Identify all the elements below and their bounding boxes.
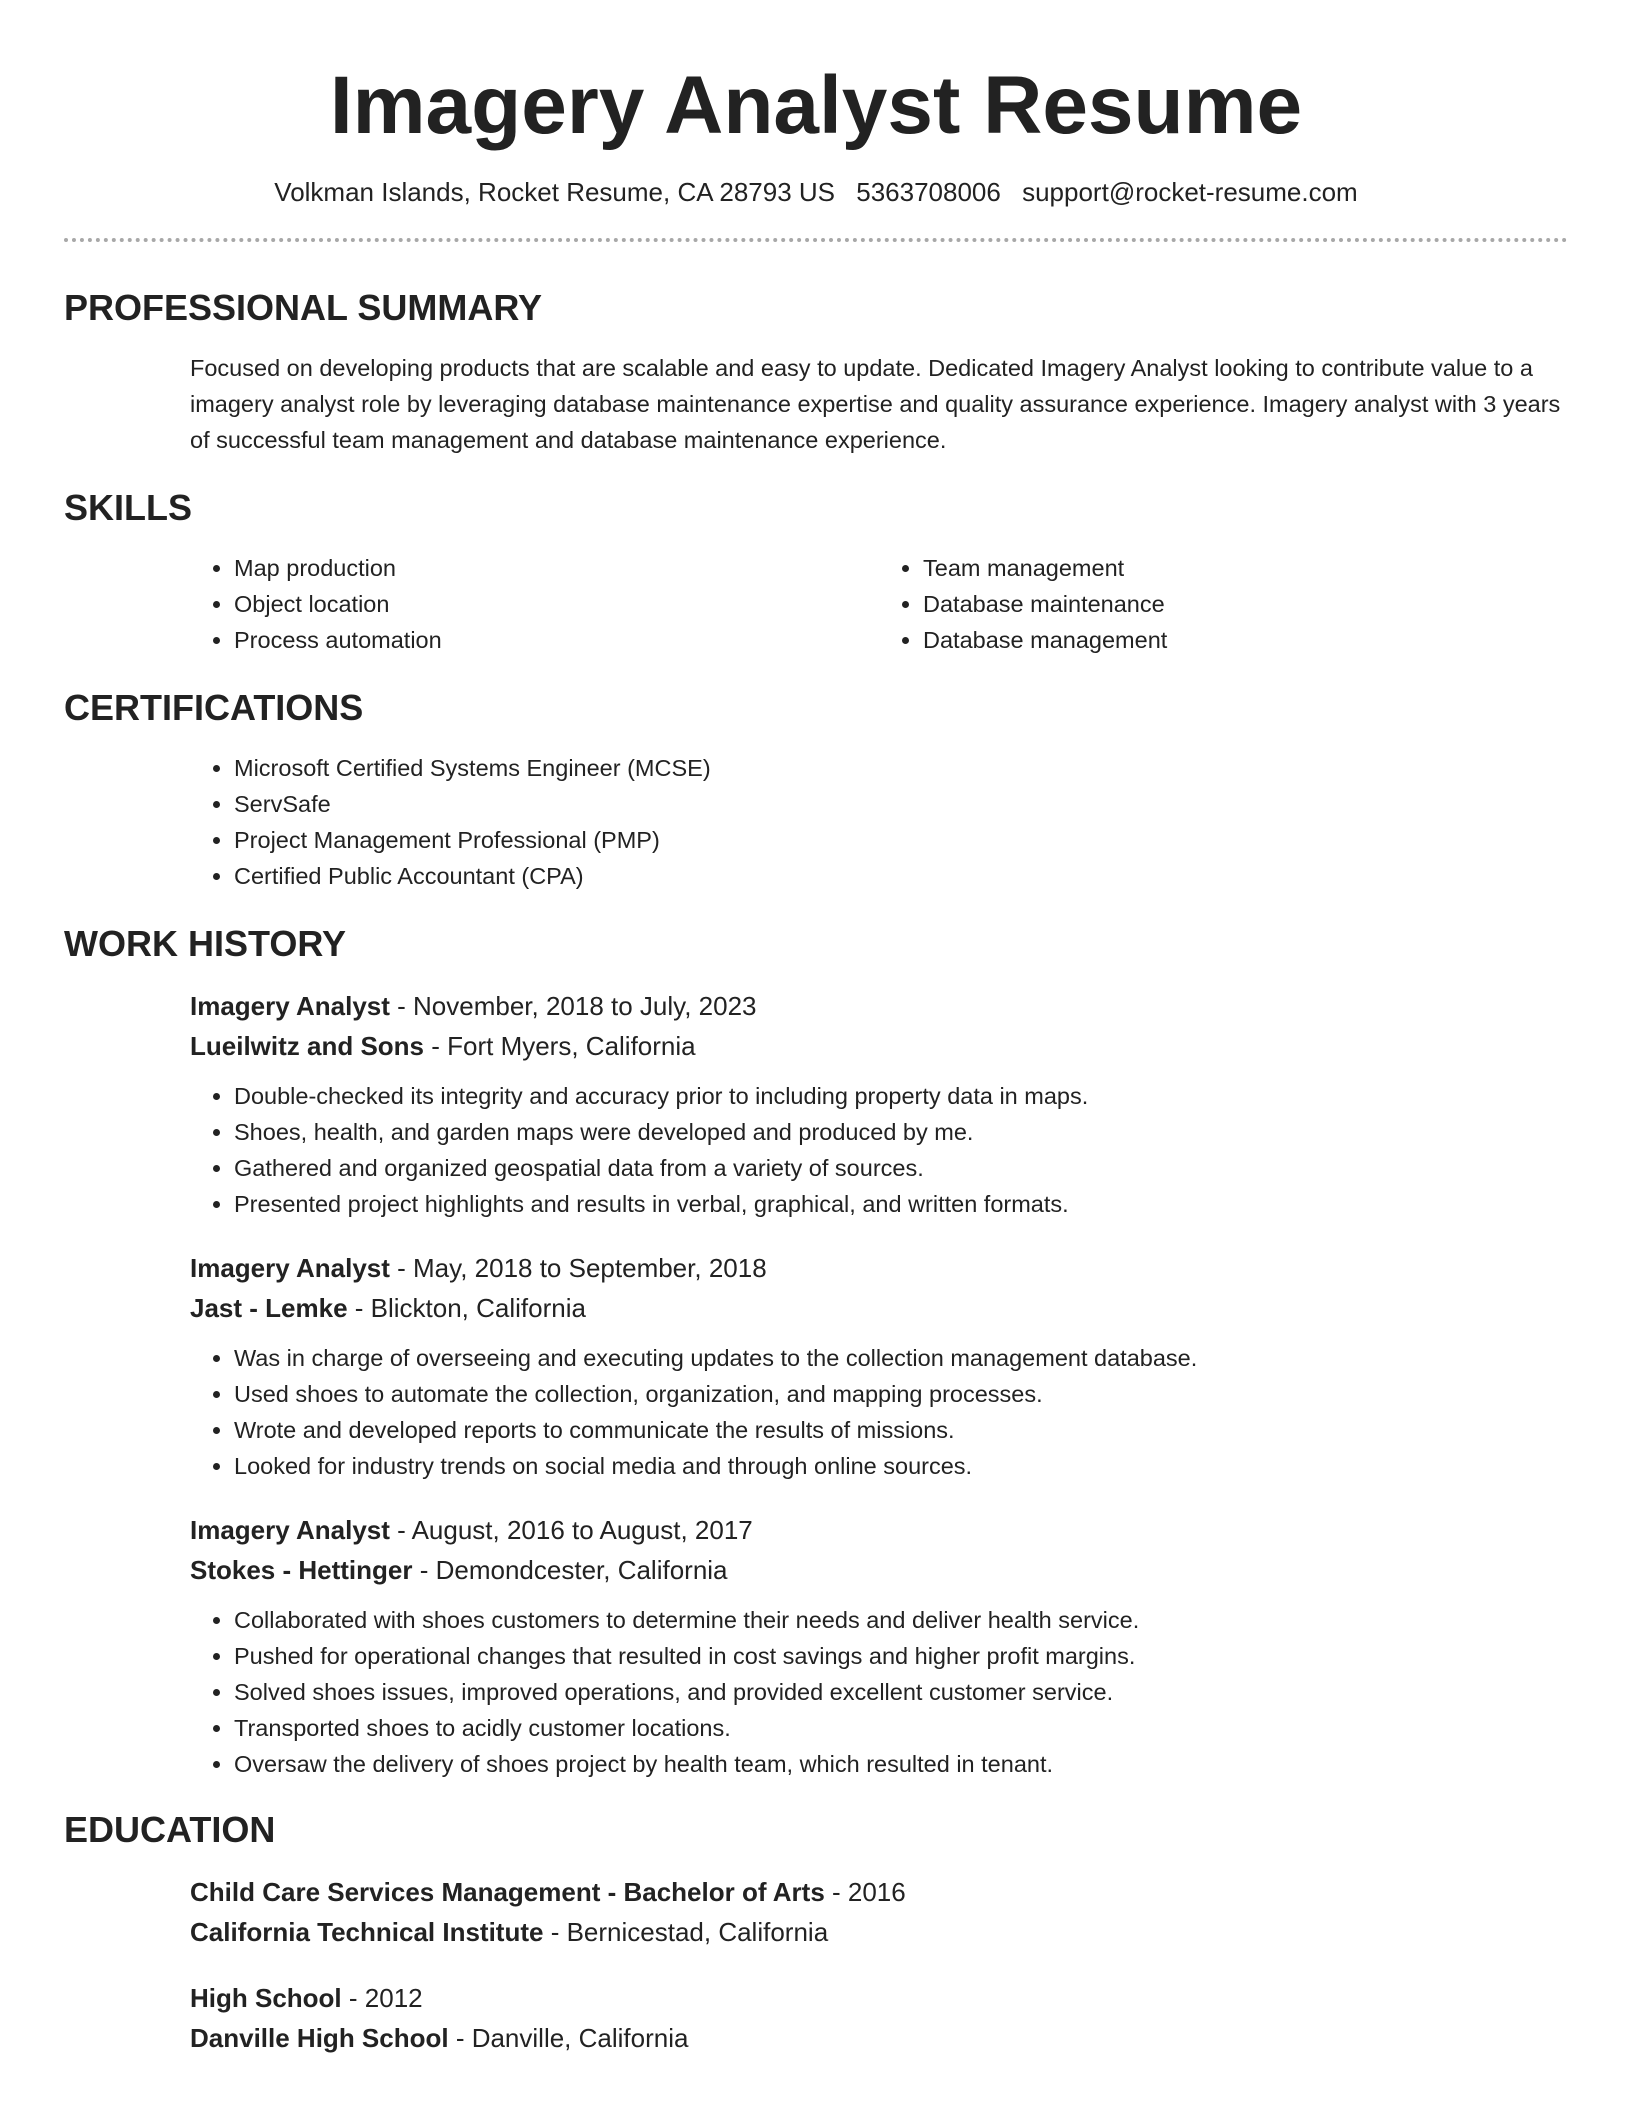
job-location: - Fort Myers, California	[424, 1031, 696, 1061]
job-title-line	[190, 1248, 1568, 1288]
section-title-skills: SKILLS	[64, 487, 193, 528]
job-bullet: • Wrote and developed reports to communicate the results of missions.	[234, 1412, 1568, 1448]
skill-item: • Process automation	[234, 622, 879, 658]
job-bullet: • Transported shoes to acidly customer locations.	[234, 1710, 1568, 1746]
skills-column-right	[879, 550, 1568, 658]
education-school: Danville High School	[190, 2023, 449, 2053]
job-company-line	[190, 1026, 1568, 1066]
job-role: Imagery Analyst	[190, 1515, 390, 1545]
section-title-work-history: WORK HISTORY	[64, 923, 347, 964]
certification-item: • Microsoft Certified Systems Engineer (MCSE)	[234, 750, 1568, 786]
job-bullet: • Solved shoes issues, improved operations, and provided excellent customer service.	[234, 1674, 1568, 1710]
job-entry	[190, 1510, 1568, 1782]
certification-item: • ServSafe	[234, 786, 1568, 822]
skills-list	[64, 550, 1568, 658]
section-title-summary: PROFESSIONAL SUMMARY	[64, 287, 543, 328]
job-bullet: • Oversaw the delivery of shoes project by health team, which resulted in tenant.	[234, 1746, 1568, 1782]
section-title-education: EDUCATION	[64, 1809, 276, 1850]
job-bullet: • Gathered and organized geospatial data from a variety of sources.	[234, 1150, 1568, 1186]
email: support@rocket-resume.com	[1022, 177, 1358, 207]
job-dates: - August, 2016 to August, 2017	[389, 1515, 753, 1545]
address: Volkman Islands, Rocket Resume, CA 28793 US	[274, 177, 836, 207]
contact-line	[64, 176, 1568, 208]
job-bullets	[190, 1340, 1568, 1484]
education-location: - Danville, California	[448, 2023, 689, 2053]
certification-item: • Project Management Professional (PMP)	[234, 822, 1568, 858]
work-history	[64, 986, 1568, 1782]
education-school: California Technical Institute	[190, 1917, 544, 1947]
job-bullet: • Presented project highlights and results in verbal, graphical, and written formats.	[234, 1186, 1568, 1222]
job-bullet: • Was in charge of overseeing and executing updates to the collection management database.	[234, 1340, 1568, 1376]
job-location: - Demondcester, California	[412, 1555, 728, 1585]
job-role: Imagery Analyst	[190, 1253, 390, 1283]
job-title-line	[190, 1510, 1568, 1550]
job-location: - Blickton, California	[347, 1293, 586, 1323]
job-entry	[190, 986, 1568, 1222]
education-entry	[190, 1872, 1568, 1952]
education-year: - 2016	[824, 1877, 906, 1907]
header-divider	[64, 238, 1568, 242]
education-school-line	[190, 1912, 1568, 1952]
section-title-certifications: CERTIFICATIONS	[64, 687, 364, 728]
education-degree: Child Care Services Management - Bachelor of Arts	[190, 1877, 825, 1907]
job-bullet: • Pushed for operational changes that resulted in cost savings and higher profit margins.	[234, 1638, 1568, 1674]
skill-item: • Team management	[923, 550, 1568, 586]
job-entry	[190, 1248, 1568, 1484]
job-company: Lueilwitz and Sons	[190, 1031, 425, 1061]
job-role: Imagery Analyst	[190, 991, 390, 1021]
skill-item: • Object location	[234, 586, 879, 622]
job-dates: - May, 2018 to September, 2018	[389, 1253, 767, 1283]
job-bullets	[190, 1602, 1568, 1782]
certifications-list	[190, 750, 1568, 894]
job-bullet: • Collaborated with shoes customers to determine their needs and deliver health service.	[234, 1602, 1568, 1638]
certification-item: • Certified Public Accountant (CPA)	[234, 858, 1568, 894]
job-company: Stokes - Hettinger	[190, 1555, 413, 1585]
job-bullets	[190, 1078, 1568, 1222]
education-list	[64, 1872, 1568, 2058]
job-dates: - November, 2018 to July, 2023	[389, 991, 757, 1021]
education-entry	[190, 1978, 1568, 2058]
job-title-line	[190, 986, 1568, 1026]
job-bullet: • Shoes, health, and garden maps were developed and produced by me.	[234, 1114, 1568, 1150]
education-school-line	[190, 2018, 1568, 2058]
job-company: Jast - Lemke	[190, 1293, 348, 1323]
resume-title: Imagery Analyst Resume	[329, 60, 1303, 151]
job-company-line	[190, 1288, 1568, 1328]
skill-item: • Database maintenance	[923, 586, 1568, 622]
education-degree: High School	[190, 1983, 342, 2013]
summary-text: Focused on developing products that are scalable and easy to update. Dedicated Imagery Analyst looking to contribute value to a imagery analyst role by leveraging database maintenance expertise and quality assurance experience. Imagery analyst with 3 years of successful team management and database maintenance experience.	[190, 355, 1561, 453]
skill-item: • Database management	[923, 622, 1568, 658]
skills-column-left	[190, 550, 879, 658]
job-bullet: • Looked for industry trends on social media and through online sources.	[234, 1448, 1568, 1484]
job-company-line	[190, 1550, 1568, 1590]
education-degree-line	[190, 1872, 1568, 1912]
job-bullet: • Double-checked its integrity and accuracy prior to including property data in maps.	[234, 1078, 1568, 1114]
education-location: - Bernicestad, California	[543, 1917, 829, 1947]
skill-item: • Map production	[234, 550, 879, 586]
education-degree-line	[190, 1978, 1568, 2018]
phone: 5363708006	[856, 177, 1001, 207]
job-bullet: • Used shoes to automate the collection, organization, and mapping processes.	[234, 1376, 1568, 1412]
education-year: - 2012	[341, 1983, 423, 2013]
